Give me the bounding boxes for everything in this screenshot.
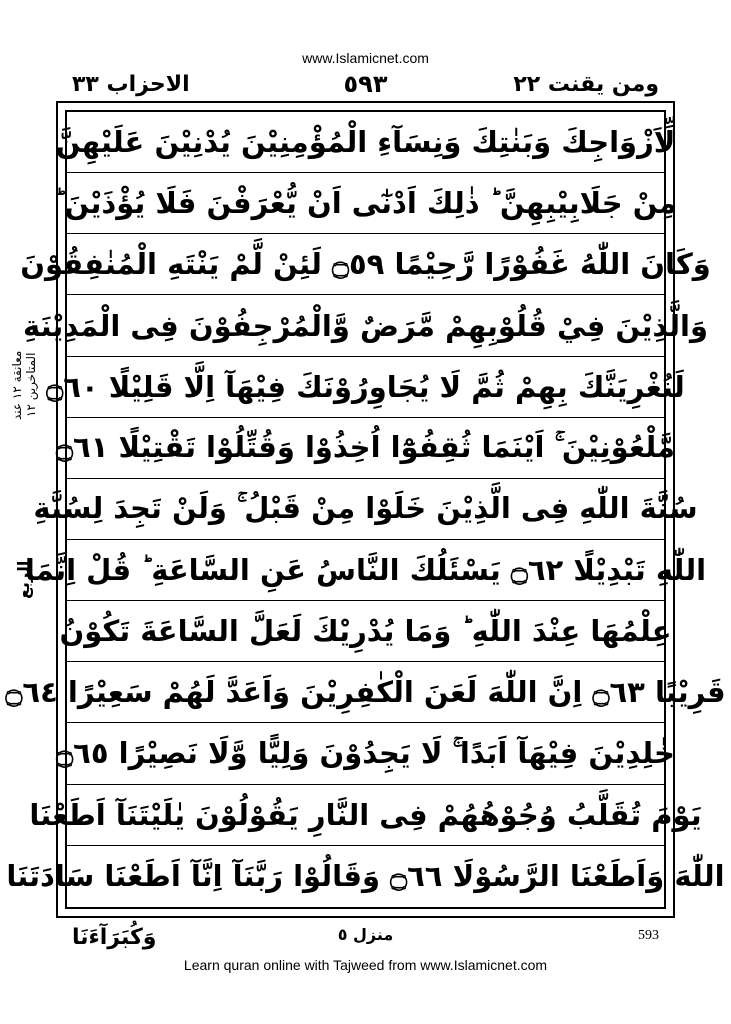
page-number-arabic: ٥٩٣: [343, 70, 388, 98]
quran-line-6: مَّلْعُوْنِيْنَ ۚ اَيْنَمَا ثُقِفُوْٓا اُخِذُوْا وَقُتِّلُوْا تَقْتِيْلًا ۝٦١: [67, 418, 664, 479]
quran-line-2: مِنْ جَلَابِيْبِهِنَّ ؕ ذٰلِكَ اَدْنٰٓى اَنْ يُّعْرَفْنَ فَلَا يُؤْذَيْنَ ؕ: [67, 173, 664, 234]
quran-line-12: يَوْمَ تُقَلَّبُ وُجُوْهُهُمْ فِى النَّارِ يَقُوْلُوْنَ يٰلَيْتَنَآ اَطَعْنَا: [67, 785, 664, 846]
quran-line-10: قَرِيْبًا ۝٦٣ اِنَّ اللّٰهَ لَعَنَ الْكٰفِرِيْنَ وَاَعَدَّ لَهُمْ سَعِيْرًا ۝٦٤: [67, 662, 664, 723]
catchword: وَكُبَرَآءَنَا: [72, 925, 157, 950]
page-number: 593: [638, 928, 659, 943]
rub-quarter-mark: الربع: [14, 560, 33, 600]
quran-line-5: لَنُغْرِيَنَّكَ بِهِمْ ثُمَّ لَا يُجَاوِرُوْنَكَ فِيْهَآ اِلَّا قَلِيْلًا ۝٦٠: [67, 357, 664, 418]
surah-name-header: الاحزاب ٣٣: [72, 72, 190, 97]
site-url-bottom[interactable]: Learn quran online with Tajweed from www.Islamicnet.com: [183, 957, 548, 973]
site-url-top[interactable]: www.Islamicnet.com: [302, 50, 429, 66]
manzil-label: منزل ٥: [337, 925, 394, 944]
quran-line-13: اللّٰهَ وَاَطَعْنَا الرَّسُوْلَا ۝٦٦ وَقَالُوْا رَبَّنَآ اِنَّآ اَطَعْنَا سَادَتَنَا: [6, 859, 725, 894]
quran-line-4: وَالَّذِيْنَ فِيْ قُلُوْبِهِمْ مَّرَضٌ وَّالْمُرْجِفُوْنَ فِى الْمَدِيْنَةِ: [67, 295, 664, 356]
quran-line-11: خٰلِدِيْنَ فِيْهَآ اَبَدًا ۚ لَا يَجِدُوْنَ وَلِيًّا وَّلَا نَصِيْرًا ۝٦٥: [67, 724, 664, 785]
juz-name-header: ومن يقنت ٢٢: [513, 72, 659, 97]
quran-line-3: وَكَانَ اللّٰهُ غَفُوْرًا رَّحِيْمًا ۝٥٩ لَئِنْ لَّمْ يَنْتَهِ الْمُنٰفِقُوْنَ: [67, 234, 664, 295]
quran-line-8: اللّٰهِ تَبْدِيْلًا ۝٦٢ يَسْئَلُكَ النَّاسُ عَنِ السَّاعَةِ ؕ قُلْ اِنَّمَا: [67, 540, 664, 601]
margin-note-muanaqa: معانقة ١٢ عند المتاخرين ١٢: [10, 350, 38, 420]
quran-line-7: سُنَّةَ اللّٰهِ فِى الَّذِيْنَ خَلَوْا مِنْ قَبْلُ ۚ وَلَنْ تَجِدَ لِسُنَّةِ: [67, 479, 664, 540]
quran-line-1: لِّاَزْوَاجِكَ وَبَنٰتِكَ وَنِسَآءِ الْمُؤْمِنِيْنَ يُدْنِيْنَ عَلَيْهِنَّ: [67, 112, 664, 173]
quran-line-9: عِلْمُهَا عِنْدَ اللّٰهِ ؕ وَمَا يُدْرِيْكَ لَعَلَّ السَّاعَةَ تَكُوْنُ: [67, 601, 664, 662]
